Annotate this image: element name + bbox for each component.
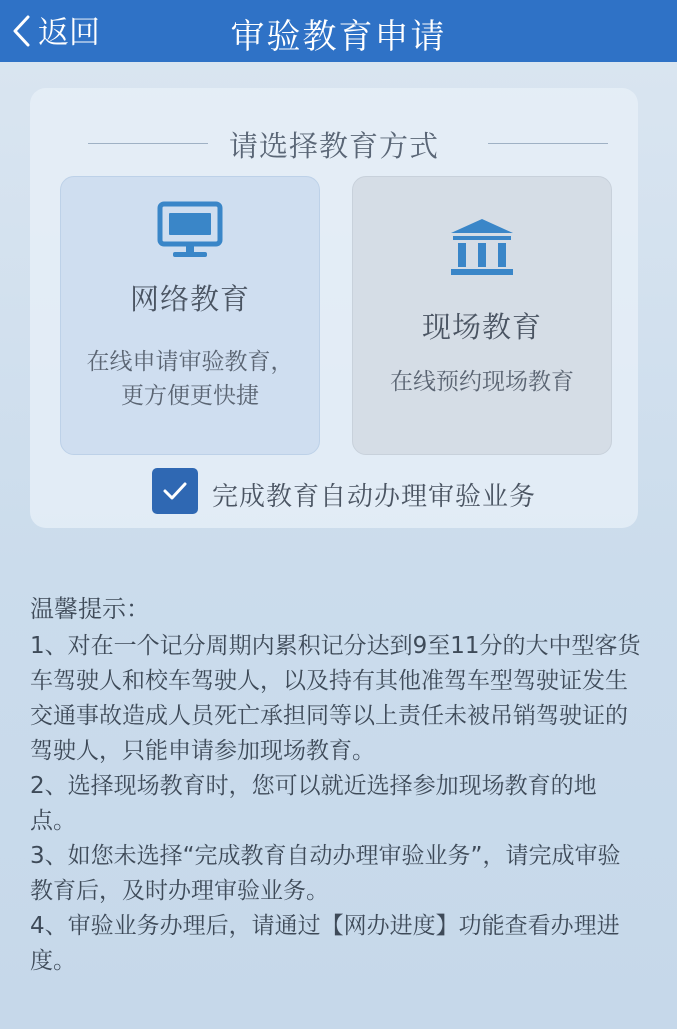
divider-right	[488, 143, 608, 144]
monitor-icon	[157, 201, 223, 259]
auto-process-checkbox[interactable]	[152, 468, 198, 514]
education-method-card	[30, 88, 638, 528]
tip-item-4: 4、审验业务办理后，请通过【网办进度】功能查看办理进度。	[30, 913, 620, 974]
checkmark-icon	[162, 481, 188, 501]
back-label: 返回	[38, 14, 100, 51]
option-online-desc: 在线申请审验教育，更方便更快捷	[86, 349, 294, 409]
auto-process-toggle[interactable]	[152, 466, 536, 516]
section-title: 请选择教育方式	[228, 129, 439, 163]
section-header	[30, 124, 638, 170]
auto-process-label: 完成教育自动办理审验业务	[212, 481, 537, 512]
tips-section	[30, 592, 642, 979]
tips-title: 温馨提示：	[30, 595, 150, 623]
option-online-name: 网络教育	[129, 282, 250, 316]
option-onsite-desc: 在线预约现场教育	[390, 369, 574, 395]
tip-item-1: 1、对在一个记分周期内累积记分达到9至11分的大中型客货车驾驶人和校车驾驶人，以及持有其他准驾车型驾驶证发生交通事故造成人员死亡承担同等以上责任未被吊销驾驶证的驾驶人，只能申请参加现场教育。	[30, 633, 641, 764]
tip-item-3: 3、如您未选择“完成教育自动办理审验业务”，请完成审验教育后，及时办理审验业务。	[30, 843, 621, 904]
header-bar	[0, 0, 677, 62]
tip-item-2: 2、选择现场教育时，您可以就近选择参加现场教育的地点。	[30, 773, 597, 834]
building-icon	[449, 217, 515, 277]
option-onsite-education[interactable]	[352, 176, 612, 455]
page-title: 审验教育申请	[230, 16, 447, 57]
option-online-education[interactable]	[60, 176, 320, 455]
option-onsite-name: 现场教育	[421, 310, 542, 344]
